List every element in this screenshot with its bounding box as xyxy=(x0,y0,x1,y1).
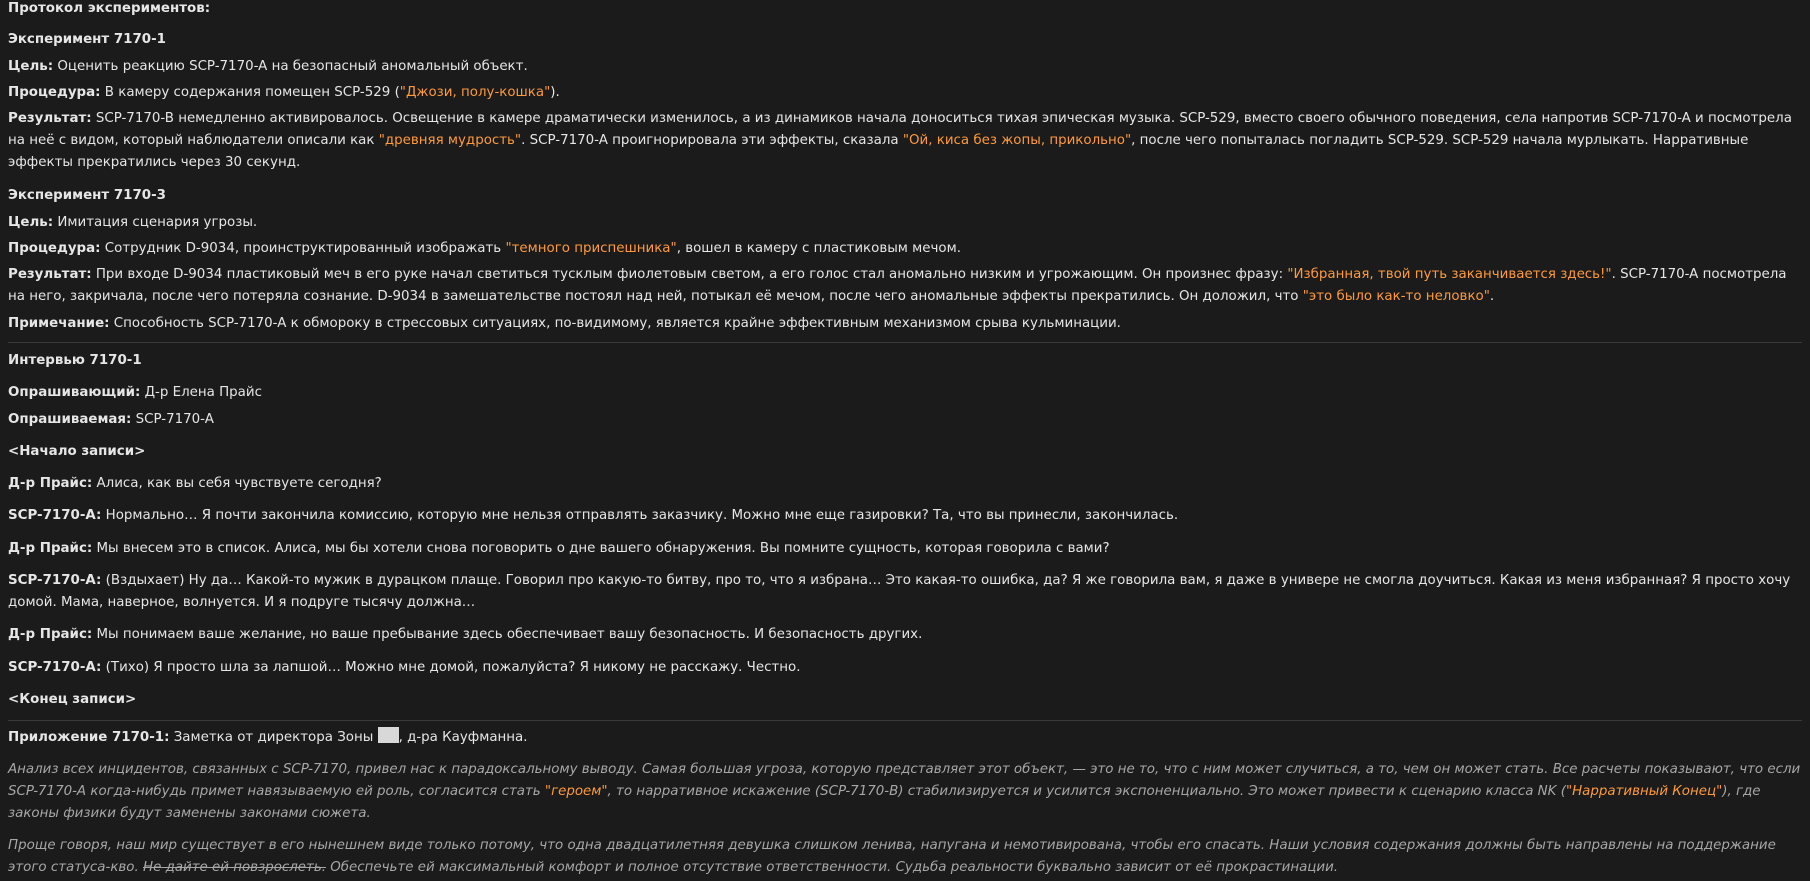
speaker: SCP-7170-A: xyxy=(8,660,102,675)
speech: Нормально… Я почти закончила комиссию, которую мне нельзя отправлять заказчику. Можно мне еще газировки? Та, что вы принесли, закончилась. xyxy=(101,508,1179,523)
goal-label: Цель: xyxy=(8,215,54,230)
result-text: . xyxy=(1489,289,1495,304)
record-start: <Начало записи> xyxy=(8,444,146,459)
appendix-text: Заметка от директора Зоны xyxy=(169,730,378,745)
divider xyxy=(8,720,1802,721)
speaker: SCP-7170-A: xyxy=(8,573,102,588)
dialogue-line xyxy=(8,505,1802,527)
procedure-text: В камеру содержания помещен SCP-529 ( xyxy=(100,85,400,100)
quote: "древняя мудрость" xyxy=(378,133,522,148)
quote: "Ой, киса без жопы, прикольно" xyxy=(902,133,1132,148)
dialogue-line xyxy=(8,624,1802,646)
interviewee-label: Опрашиваемая: xyxy=(8,412,132,427)
record-end: <Конец записи> xyxy=(8,692,137,707)
protocol-title: Протокол экспериментов: xyxy=(8,1,211,16)
appendix-paragraph-2 xyxy=(8,835,1804,879)
dialogue-line xyxy=(8,570,1804,614)
dialogue-line xyxy=(8,538,1802,560)
result-label: Результат: xyxy=(8,111,92,126)
speech: Алиса, как вы себя чувствуете сегодня? xyxy=(92,476,382,491)
interviewer-name: Д-р Елена Прайс xyxy=(140,385,262,400)
struck-text: Не дайте ей повзрослеть. xyxy=(143,860,326,875)
quote: "Нарративный Конец" xyxy=(1565,784,1723,799)
speaker: Д-р Прайс: xyxy=(8,476,93,491)
redaction-block xyxy=(378,727,399,743)
paragraph-text: Проще говоря, наш мир существует в его нынешнем виде только потому, что одна двадцатилетняя девушка слишком ленива, напугана и немотивирована, чтобы его спасать. Наши условия содержания должны быть направлены на поддержание этого статуса-кво. xyxy=(8,838,1776,875)
experiment-3-heading: Эксперимент 7170-3 xyxy=(8,188,167,203)
goal-text: Оценить реакцию SCP-7170-A на безопасный аномальный объект. xyxy=(53,59,528,74)
speaker: Д-р Прайс: xyxy=(8,627,93,642)
quote: "темного приспешника" xyxy=(505,241,677,256)
note-label: Примечание: xyxy=(8,316,110,331)
appendix-paragraph-1 xyxy=(8,759,1804,825)
procedure-text: Сотрудник D-9034, проинструктированный изображать xyxy=(100,241,506,256)
goal-label: Цель: xyxy=(8,59,54,74)
paragraph-text: Обеспечьте ей максимальный комфорт и полное отсутствие ответственности. Судьба реальности буквально зависит от её прокрастинации. xyxy=(326,860,1339,875)
speech: (Вздыхает) Ну да… Какой-то мужик в дурацком плаще. Говорил про какую-то битву, про то, что я избрана… Это какая-то ошибка, да? Я же говорила вам, я даже в универе не смогла доучиться. Какая из меня избранная? Я просто хочу домой. Мама, наверное, волнуется. И я подруге тысячу должна… xyxy=(8,573,1791,610)
quote: "это было как-то неловко" xyxy=(1302,289,1490,304)
experiment-3-note xyxy=(8,313,1802,335)
experiment-1-heading: Эксперимент 7170-1 xyxy=(8,32,167,47)
experiment-3-result xyxy=(8,264,1804,308)
interviewer xyxy=(8,382,1802,404)
paragraph-text: ), где законы физики будут заменены законами сюжета. xyxy=(8,784,1761,821)
appendix-label: Приложение 7170-1: xyxy=(8,730,170,745)
speech: (Тихо) Я просто шла за лапшой… Можно мне домой, пожалуйста? Я никому не расскажу. Честно. xyxy=(101,660,801,675)
note-text: Способность SCP-7170-A к обмороку в стрессовых ситуациях, по-видимому, является крайне эффективным механизмом срыва кульминации. xyxy=(109,316,1121,331)
paragraph-text: , то нарративное искажение (SCP-7170-B) стабилизируется и усилится экспоненциально. Это может привести к сценарию класса NK ( xyxy=(607,784,1566,799)
experiment-1-procedure xyxy=(8,82,1802,104)
divider xyxy=(8,342,1802,343)
experiment-3-procedure xyxy=(8,238,1802,260)
dialogue-line xyxy=(8,657,1802,679)
dialogue-line xyxy=(8,473,1802,495)
experiment-3-goal xyxy=(8,212,1802,234)
speaker: Д-р Прайс: xyxy=(8,541,93,556)
goal-text: Имитация сценария угрозы. xyxy=(53,215,258,230)
result-text: , после чего попыталась погладить SCP-529. SCP-529 начала мурлыкать. Нарративные эффекты прекратились через 30 секунд. xyxy=(8,133,1749,170)
result-text: . SCP-7170-A проигнорировала эти эффекты, сказала xyxy=(521,133,903,148)
result-label: Результат: xyxy=(8,267,92,282)
appendix-text-end: , д-ра Кауфманна. xyxy=(398,730,528,745)
speech: Мы внесем это в список. Алиса, мы бы хотели снова поговорить о дне вашего обнаружения. Вы помните сущность, которая говорила с вами? xyxy=(92,541,1110,556)
procedure-label: Процедура: xyxy=(8,241,101,256)
interviewee-name: SCP-7170-A xyxy=(131,412,214,427)
result-text: SCP-7170-B немедленно активировалось. Освещение в камере драматически изменилось, а из динамиков начала доноситься тихая эпическая музыка. SCP-529, вместо своего обычного поведения, села напротив SCP-7170-A и посмотрела на неё с видом, который наблюдатели описали как xyxy=(8,111,1792,148)
result-text: . SCP-7170-A посмотрела на него, закричала, после чего потеряла сознание. D-9034 в замешательстве постоял над ней, потыкал её мечом, после чего аномальные эффекты прекратились. Он доложил, что xyxy=(8,267,1787,304)
experiment-1-result xyxy=(8,108,1804,174)
appendix-heading xyxy=(8,727,1802,749)
experiment-1-goal xyxy=(8,56,1802,78)
interview-heading: Интервью 7170-1 xyxy=(8,353,142,368)
interviewee xyxy=(8,409,1802,431)
result-text: При входе D-9034 пластиковый меч в его руке начал светиться тусклым фиолетовым светом, а его голос стал аномально низким и угрожающим. Он произнес фразу: xyxy=(91,267,1288,282)
quote: "героем" xyxy=(544,784,608,799)
paragraph-text: Анализ всех инцидентов, связанных с SCP-7170, привел нас к парадоксальному выводу. Самая большая угроза, которую представляет этот объект, — это не то, что с ним может случиться, а то, чем он может стать. Все расчеты показывают, что если SCP-7170-A когда-нибудь примет навязываемую ей роль, согласится стать xyxy=(8,762,1801,799)
procedure-text-end: ). xyxy=(550,85,560,100)
procedure-label: Процедура: xyxy=(8,85,101,100)
interviewer-label: Опрашивающий: xyxy=(8,385,141,400)
speech: Мы понимаем ваше желание, но ваше пребывание здесь обеспечивает вашу безопасность. И безопасность других. xyxy=(92,627,923,642)
procedure-text-end: , вошел в камеру с пластиковым мечом. xyxy=(676,241,961,256)
speaker: SCP-7170-A: xyxy=(8,508,102,523)
quote: "Джози, полу-кошка" xyxy=(399,85,551,100)
quote: "Избранная, твой путь заканчивается здесь!" xyxy=(1287,267,1612,282)
